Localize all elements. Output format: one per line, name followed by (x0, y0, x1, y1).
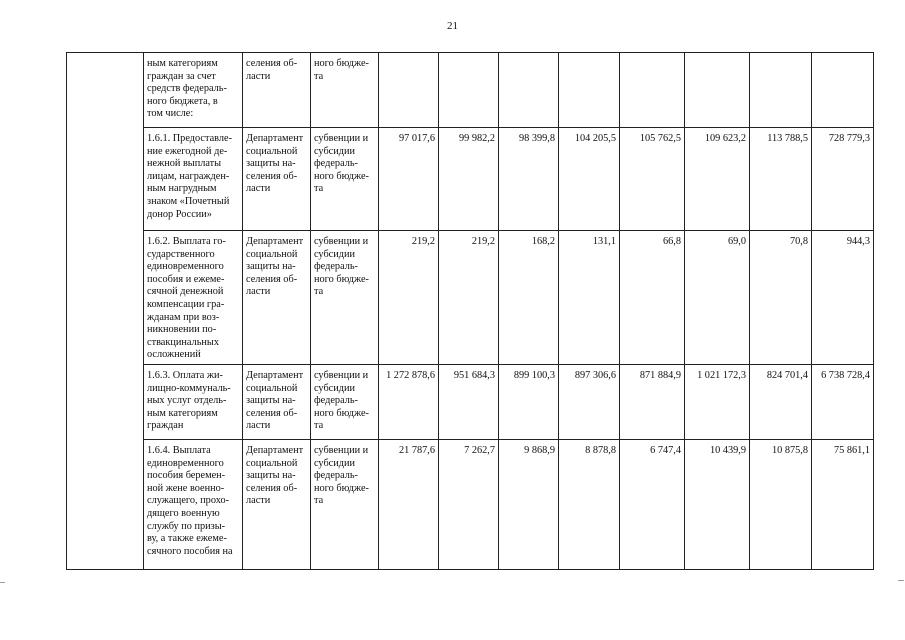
value-cell: 9 868,9 (499, 439, 559, 569)
item-cell-line: единовременного (147, 261, 224, 273)
value-cell: 69,0 (685, 231, 750, 365)
value-cell: 6 738 728,4 (812, 364, 874, 439)
value-cell: 899 100,3 (499, 364, 559, 439)
lead-column-cell (67, 53, 144, 570)
scan-mark-left (0, 582, 5, 583)
executor-cell-line: ласти (246, 420, 271, 432)
value-cell: 1 272 878,6 (379, 364, 439, 439)
executor-cell-line: Департамент (246, 444, 304, 456)
source-cell-line: субсидии (314, 457, 356, 469)
executor-cell-line: селения об- (246, 482, 298, 494)
item-cell-line: лищно-коммуналь- (147, 382, 231, 394)
executor-cell (243, 128, 311, 231)
table-row (67, 364, 874, 439)
item-cell-line: служащего, прохо- (147, 495, 230, 507)
item-cell-line: граждан за счет (147, 70, 216, 82)
source-cell-line: субвенции и (314, 236, 369, 247)
executor-cell-line: ласти (246, 183, 271, 195)
item-cell-line: ных услуг отдель- (147, 395, 227, 407)
source-cell (311, 439, 379, 569)
item-cell (144, 231, 243, 365)
value-cell: 70,8 (750, 231, 812, 365)
item-cell-line: том числе: (147, 108, 194, 120)
source-cell-line: ного бюдже- (314, 482, 369, 494)
item-cell-line: 1.6.4. Выплата (147, 444, 211, 456)
value-cell: 10 439,9 (685, 439, 750, 569)
source-cell-line: субсидии (314, 248, 356, 260)
executor-cell-line: Департамент (246, 133, 304, 144)
item-cell-line: сударственного (147, 248, 215, 260)
source-cell-line: ного бюдже- (314, 407, 369, 419)
item-cell-line: 1.6.1. Предоставле- (147, 133, 233, 144)
executor-cell-line: защиты на- (246, 470, 296, 482)
item-cell-line: лицам, награжден- (147, 170, 230, 182)
value-cell: 97 017,6 (379, 128, 439, 231)
source-cell-line: та (314, 420, 324, 432)
value-cell (812, 53, 874, 128)
item-cell-line: единовременного (147, 457, 224, 469)
item-cell-line: сячной денежной (147, 286, 224, 298)
value-cell (685, 53, 750, 128)
source-cell-line: та (314, 495, 324, 507)
value-cell: 168,2 (499, 231, 559, 365)
item-cell-line: осложнений (147, 349, 201, 361)
executor-cell-line: Департамент (246, 236, 304, 247)
value-cell: 897 306,6 (559, 364, 620, 439)
item-cell-line: ной жене военно- (147, 482, 225, 494)
item-cell (144, 364, 243, 439)
value-cell: 109 623,2 (685, 128, 750, 231)
value-cell: 75 861,1 (812, 439, 874, 569)
source-cell-line: субсидии (314, 145, 356, 157)
executor-cell-line: защиты на- (246, 395, 296, 407)
item-cell-line: средств федераль- (147, 83, 227, 95)
table-row (67, 53, 874, 128)
item-cell (144, 439, 243, 569)
executor-cell-line: социальной (246, 248, 298, 260)
value-cell (559, 53, 620, 128)
value-cell: 131,1 (559, 231, 620, 365)
value-cell: 6 747,4 (620, 439, 685, 569)
executor-cell-line: социальной (246, 145, 298, 157)
value-cell: 219,2 (379, 231, 439, 365)
executor-cell-line: селения об- (246, 407, 298, 419)
value-cell: 219,2 (439, 231, 499, 365)
item-cell-line: никновении по- (147, 324, 217, 336)
item-cell-line: знаком «Почетный (147, 195, 230, 207)
table-row (67, 231, 874, 365)
source-cell-line: федераль- (314, 470, 358, 482)
value-cell: 66,8 (620, 231, 685, 365)
item-cell-line: сячного пособия на (147, 545, 233, 557)
page-number: 21 (447, 20, 458, 32)
executor-cell-line: селения об- (246, 170, 298, 182)
value-cell: 105 762,5 (620, 128, 685, 231)
item-cell-line: пособия беремен- (147, 470, 226, 482)
item-cell-line: ствакцинальных (147, 336, 219, 348)
value-cell: 99 982,2 (439, 128, 499, 231)
value-cell: 104 205,5 (559, 128, 620, 231)
value-cell: 1 021 172,3 (685, 364, 750, 439)
item-cell-line: ным категориям (147, 407, 218, 419)
executor-cell-line: Департамент (246, 369, 304, 381)
executor-cell-line: селения об- (246, 58, 298, 69)
item-cell (144, 128, 243, 231)
source-cell (311, 231, 379, 365)
executor-cell-line: защиты на- (246, 261, 296, 273)
executor-cell-line: социальной (246, 382, 298, 394)
item-cell-line: нежной выплаты (147, 158, 222, 170)
source-cell-line: субвенции и (314, 369, 369, 381)
item-cell-line: граждан (147, 420, 184, 432)
value-cell: 113 788,5 (750, 128, 812, 231)
item-cell-line: службу по призы- (147, 520, 226, 532)
executor-cell (243, 364, 311, 439)
source-cell-line: субвенции и (314, 444, 369, 456)
budget-table (66, 52, 874, 570)
value-cell: 951 684,3 (439, 364, 499, 439)
item-cell-line: пособия и ежеме- (147, 273, 225, 285)
item-cell (144, 53, 243, 128)
executor-cell-line: защиты на- (246, 158, 296, 170)
value-cell: 944,3 (812, 231, 874, 365)
item-cell-line: ным категориям (147, 58, 218, 69)
value-cell (439, 53, 499, 128)
source-cell (311, 128, 379, 231)
executor-cell-line: селения об- (246, 273, 298, 285)
item-cell-line: ным нагрудным (147, 183, 217, 195)
executor-cell (243, 53, 311, 128)
value-cell: 871 884,9 (620, 364, 685, 439)
value-cell (750, 53, 812, 128)
value-cell: 21 787,6 (379, 439, 439, 569)
executor-cell-line: ласти (246, 286, 271, 298)
executor-cell-line: ласти (246, 495, 271, 507)
value-cell: 824 701,4 (750, 364, 812, 439)
value-cell: 10 875,8 (750, 439, 812, 569)
source-cell-line: ного бюдже- (314, 273, 369, 285)
item-cell-line: ву, а также ежеме- (147, 533, 227, 545)
source-cell-line: ного бюдже- (314, 58, 369, 69)
value-cell (620, 53, 685, 128)
source-cell-line: та (314, 70, 324, 82)
executor-cell (243, 231, 311, 365)
value-cell: 8 878,8 (559, 439, 620, 569)
source-cell-line: федераль- (314, 158, 358, 170)
item-cell-line: 1.6.2. Выплата го- (147, 236, 226, 247)
source-cell (311, 364, 379, 439)
source-cell-line: субвенции и (314, 133, 369, 144)
item-cell-line: донор России» (147, 208, 212, 220)
source-cell-line: ного бюдже- (314, 170, 369, 182)
value-cell (379, 53, 439, 128)
item-cell-line: компенсации гра- (147, 298, 225, 310)
item-cell-line: ного бюджета, в (147, 95, 218, 107)
value-cell: 7 262,7 (439, 439, 499, 569)
source-cell-line: та (314, 183, 324, 195)
item-cell-line: ние ежегодной де- (147, 145, 228, 157)
item-cell-line: дящего военную (147, 507, 220, 519)
executor-cell (243, 439, 311, 569)
executor-cell-line: социальной (246, 457, 298, 469)
item-cell-line: жданам при воз- (147, 311, 220, 323)
source-cell-line: субсидии (314, 382, 356, 394)
value-cell (499, 53, 559, 128)
source-cell-line: федераль- (314, 261, 358, 273)
source-cell (311, 53, 379, 128)
source-cell-line: федераль- (314, 395, 358, 407)
value-cell: 728 779,3 (812, 128, 874, 231)
scan-mark-right (898, 580, 904, 581)
executor-cell-line: ласти (246, 70, 271, 82)
table-row (67, 439, 874, 569)
item-cell-line: 1.6.3. Оплата жи- (147, 369, 223, 381)
table-row (67, 128, 874, 231)
source-cell-line: та (314, 286, 324, 298)
value-cell: 98 399,8 (499, 128, 559, 231)
